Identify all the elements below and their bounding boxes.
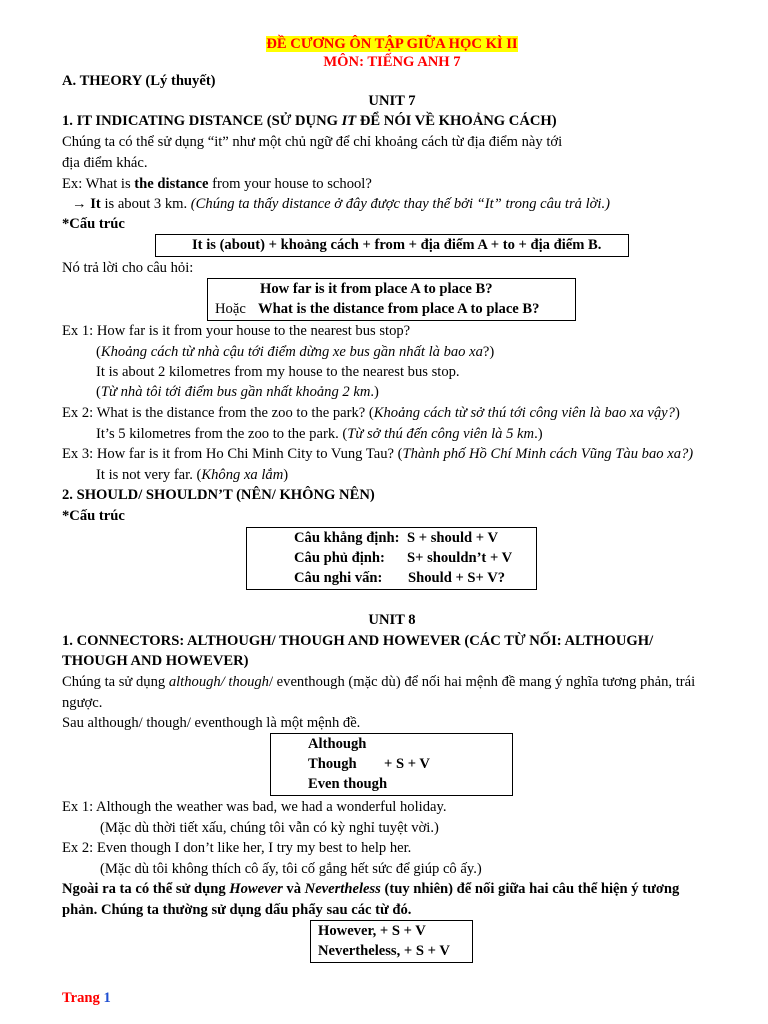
connector-even-though: Even though: [308, 776, 388, 792]
unit8-s1-heading-line2: THOUGH AND HOWEVER): [62, 653, 249, 669]
paragraph: ngược.: [62, 695, 103, 711]
unit8-heading: UNIT 8: [368, 612, 416, 628]
affirmative-label: Câu khẳng định:: [294, 530, 400, 546]
example-2: Ex 2: Even though I don’t like her, I try my best to help her.: [62, 840, 412, 856]
question-box: [207, 278, 576, 321]
example-1-vi: (Mặc dù thời tiết xấu, chúng tôi vẫn có kỳ nghỉ tuyệt vời.): [100, 820, 439, 836]
connector-although: Although: [308, 736, 367, 752]
however-note-line2: phản. Chúng ta thường sử dụng dấu phẩy sau các từ đó.: [62, 902, 412, 918]
unit8-s1-heading-line1: 1. CONNECTORS: ALTHOUGH/ THOUGH AND HOWEVER (CÁC TỪ NỐI: ALTHOUGH/: [62, 633, 654, 649]
however-structure-box: [310, 920, 473, 963]
paragraph: Chúng ta sử dụng although/ though/ eventhough (mặc dù) để nối hai mệnh đề mang ý nghĩa tương phản, trái: [62, 674, 696, 690]
should-structure-box: [246, 527, 537, 590]
example-1: Ex 1: Although the weather was bad, we had a wonderful holiday.: [62, 799, 447, 815]
example-question: Ex: What is the distance from your house to school?: [62, 176, 372, 192]
paragraph: Chúng ta có thể sử dụng “it” như một chủ ngữ để chỉ khoảng cách từ địa điểm này tới: [62, 134, 563, 150]
example-1-answer: It is about 2 kilometres from my house to the nearest bus stop.: [96, 364, 460, 380]
question-label: Câu nghi vấn:: [294, 570, 383, 586]
question-1: How far is it from place A to place B?: [260, 281, 493, 297]
connector-though: Though: [308, 756, 357, 772]
example-1-question-vi: (Khoảng cách từ nhà cậu tới điểm dừng xe bus gần nhất là bao xa?): [96, 344, 495, 360]
document-title: ĐỀ CƯƠNG ÔN TẬP GIỮA HỌC KÌ II: [266, 36, 518, 52]
example-answer: → It is about 3 km. (Chúng ta thấy distance ở đây được thay thế bởi “It” trong câu trả lời.): [72, 196, 610, 212]
negative-label: Câu phủ định:: [294, 550, 385, 566]
example-2-question: Ex 2: What is the distance from the zoo to the park? (Khoảng cách từ sở thú tới công viên là bao xa vậy?): [62, 405, 680, 421]
structure-formula: It is (about) + khoảng cách + from + địa điểm A + to + địa điểm B.: [192, 237, 602, 253]
however-note-line1: Ngoài ra ta có thể sử dụng However và Nevertheless (tuy nhiên) để nối giữa hai câu thể hiện ý tương: [62, 881, 680, 897]
theory-heading: A. THEORY (Lý thuyết): [62, 73, 216, 89]
structure-box: [155, 234, 629, 257]
paragraph: Sau although/ though/ eventhough là một mệnh đề.: [62, 715, 361, 731]
structure-label: *Cấu trúc: [62, 508, 125, 524]
connector-formula: + S + V: [384, 756, 430, 772]
unit7-heading: UNIT 7: [368, 93, 416, 109]
example-2-answer: It’s 5 kilometres from the zoo to the park. (Từ sở thú đến công viên là 5 km.): [96, 426, 543, 442]
although-structure-box: [270, 733, 513, 796]
subject-title: MÔN: TIẾNG ANH 7: [323, 54, 461, 70]
example-2-vi: (Mặc dù tôi không thích cô ấy, tôi cố gắng hết sức để giúp cô ấy.): [100, 861, 482, 877]
unit7-s2-heading: 2. SHOULD/ SHOULDN’T (NÊN/ KHÔNG NÊN): [62, 487, 375, 503]
example-1-question: Ex 1: How far is it from your house to the nearest bus stop?: [62, 323, 411, 339]
page-footer: Trang 1: [62, 990, 111, 1006]
negative-formula: S+ shouldn’t + V: [407, 550, 513, 566]
question-2: What is the distance from place A to place B?: [258, 301, 540, 317]
unit7-s1-heading: 1. IT INDICATING DISTANCE (SỬ DỤNG IT ĐỂ NÓI VỀ KHOẢNG CÁCH): [62, 113, 557, 129]
structure-label: *Cấu trúc: [62, 216, 125, 232]
or-label: Hoặc: [215, 301, 246, 317]
example-3-answer: It is not very far. (Không xa lắm): [96, 467, 289, 483]
question-intro: Nó trả lời cho câu hỏi:: [62, 260, 194, 276]
example-1-answer-vi: (Từ nhà tôi tới điểm bus gần nhất khoảng 2 km.): [96, 384, 379, 400]
example-3-question: Ex 3: How far is it from Ho Chi Minh City to Vung Tau? (Thành phố Hồ Chí Minh cách Vũng Tàu bao xa?): [62, 446, 694, 462]
question-formula: Should + S+ V?: [408, 570, 506, 586]
nevertheless-formula: Nevertheless, + S + V: [318, 943, 450, 959]
paragraph: địa điểm khác.: [62, 155, 148, 171]
affirmative-formula: S + should + V: [407, 530, 498, 546]
however-formula: However, + S + V: [318, 923, 426, 939]
